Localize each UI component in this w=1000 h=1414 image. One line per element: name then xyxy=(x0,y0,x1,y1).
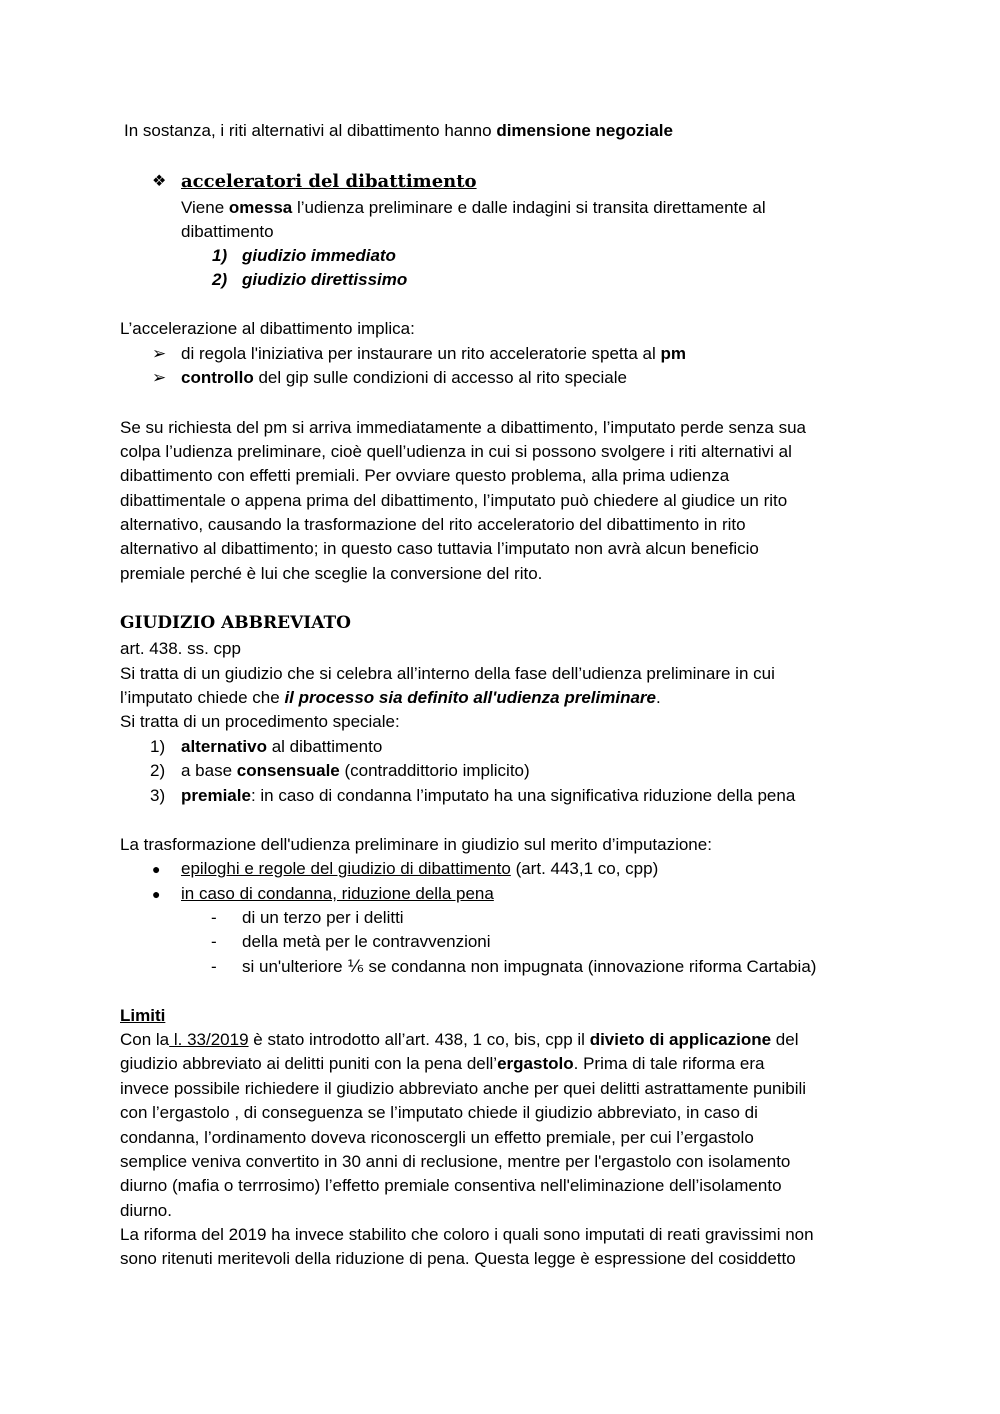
limiti-line xyxy=(120,1029,798,1051)
acceleratori-heading: acceleratori del dibattimento xyxy=(181,171,477,192)
intro-text: In sostanza, i riti alternativi al dibattimento hanno xyxy=(124,121,497,140)
list-num: 3) xyxy=(150,786,166,805)
limiti-line: semplice veniva convertito in 30 anni di reclusione, mentre per l'ergastolo con isolamento xyxy=(120,1152,791,1171)
text-run: l’imputato chiede che xyxy=(120,688,285,707)
trasformazione-intro: La trasformazione dell'udienza preliminare in giudizio sul merito d’imputazione: xyxy=(120,835,712,854)
bold-run: pm xyxy=(660,344,686,363)
paragraph-line: dibattimento con effetti premiali. Per ovviare questo problema, alla prima udienza xyxy=(120,466,730,485)
dash-bullet-icon: - xyxy=(211,908,217,927)
text-run: . Prima di tale riforma era xyxy=(573,1054,765,1073)
limiti-line xyxy=(120,1053,764,1075)
paragraph-line: alternativo, causando la trasformazione del rito acceleratorio del dibattimento in rito xyxy=(120,515,746,534)
list-num: 1) xyxy=(150,737,166,756)
list-item xyxy=(181,760,530,782)
text-run: del gip sulle condizioni di accesso al rito speciale xyxy=(253,368,627,387)
text-run: . xyxy=(655,688,661,707)
paragraph-line: premiale perché è lui che sceglie la conversione del rito. xyxy=(120,564,543,583)
text-run: a base xyxy=(181,761,237,780)
abbreviato-line: Si tratta di un giudizio che si celebra all’interno della fase dell’udienza preliminare in cui xyxy=(120,664,775,683)
trasformazione-subitem: si un'ulteriore ⅙ se condanna non impugnata (innovazione riforma Cartabia) xyxy=(242,957,817,976)
paragraph-line: alternativo al dibattimento; in questo caso tuttavia l’imputato non avrà alcun beneficio xyxy=(120,539,759,558)
acceleratori-line1 xyxy=(181,197,766,219)
bold-run: alternativo xyxy=(181,737,267,756)
text-run: al dibattimento xyxy=(266,737,383,756)
limiti-line: invece possibile richiedere il giudizio abbreviato anche per quei delitti astrattamente punibili xyxy=(120,1079,807,1098)
text-run: (contraddittorio implicito) xyxy=(339,761,530,780)
bullet-dot-icon: ● xyxy=(152,886,161,902)
abbreviato-heading: GIUDIZIO ABBREVIATO xyxy=(120,613,351,633)
bold-run: premiale xyxy=(181,786,251,805)
abbreviato-article: art. 438. ss. cpp xyxy=(120,639,241,658)
accelerazione-intro: L’accelerazione al dibattimento implica: xyxy=(120,319,415,338)
text-run: del xyxy=(771,1030,799,1049)
acceleratori-item-num: 1) xyxy=(212,246,228,265)
accelerazione-item xyxy=(181,343,686,365)
trasformazione-item: in caso di condanna, riduzione della pena xyxy=(181,884,494,903)
arrow-bullet-icon: ➢ xyxy=(152,368,167,387)
acceleratori-item-num: 2) xyxy=(212,270,228,289)
limiti-heading: Limiti xyxy=(120,1006,166,1025)
acceleratori-line2: dibattimento xyxy=(181,222,274,241)
text-run: Con la xyxy=(120,1030,170,1049)
accelerazione-item xyxy=(181,367,627,389)
list-num: 2) xyxy=(150,761,166,780)
limiti-line: diurno. xyxy=(120,1201,172,1220)
text-run: (art. 443,1 co, cpp) xyxy=(510,859,659,878)
text-run: giudizio abbreviato ai delitti puniti con la pena dell’ xyxy=(120,1054,498,1073)
limiti-line: condanna, l’ordinamento doveva riconoscergli un effetto premiale, per cui l’ergastolo xyxy=(120,1128,754,1147)
limiti-line: La riforma del 2019 ha invece stabilito che coloro i quali sono imputati di reati gravissimi non xyxy=(120,1225,814,1244)
intro-line xyxy=(124,120,673,142)
diamond-bullet-icon: ❖ xyxy=(152,173,167,190)
trasformazione-subitem: di un terzo per i delitti xyxy=(242,908,404,927)
list-item xyxy=(181,736,382,758)
abbreviato-line xyxy=(120,687,661,709)
bold-run: omessa xyxy=(228,198,293,217)
dash-bullet-icon: - xyxy=(211,932,217,951)
text-run: di regola l'iniziativa per instaurare un rito acceleratorie spetta al xyxy=(181,344,661,363)
limiti-line: con l’ergastolo , di conseguenza se l’imputato chiede il giudizio abbreviato, in caso di xyxy=(120,1103,758,1122)
paragraph-line: Se su richiesta del pm si arriva immediatamente a dibattimento, l’imputato perde senza sua xyxy=(120,418,807,437)
list-item xyxy=(181,785,795,807)
text-run: : in caso di condanna l’imputato ha una significativa riduzione della pena xyxy=(250,786,796,805)
bold-italic-run: il processo sia definito all'udienza preliminare xyxy=(284,688,656,707)
law-reference-link: l. 33/2019 xyxy=(169,1030,249,1049)
bold-run: divieto di applicazione xyxy=(589,1030,772,1049)
underlined-run: epiloghi e regole del giudizio di dibattimento xyxy=(181,859,511,878)
bold-run: ergastolo xyxy=(497,1054,574,1073)
limiti-line: sono ritenuti meritevoli della riduzione di pena. Questa legge è espressione del cosiddetto xyxy=(120,1249,796,1268)
bold-run: controllo xyxy=(181,368,254,387)
text-run: è stato introdotto all’art. 438, 1 co, bis, cpp il xyxy=(248,1030,590,1049)
bold-run: consensuale xyxy=(236,761,340,780)
acceleratori-item: giudizio direttissimo xyxy=(242,270,408,289)
paragraph-line: colpa l’udienza preliminare, cioè quell’udienza in cui si possono svolgere i riti alternativi al xyxy=(120,442,792,461)
arrow-bullet-icon: ➢ xyxy=(152,344,167,363)
text-run: Viene xyxy=(181,198,229,217)
trasformazione-subitem: della metà per le contravvenzioni xyxy=(242,932,491,951)
bullet-dot-icon: ● xyxy=(152,861,161,877)
acceleratori-item: giudizio immediato xyxy=(242,246,396,265)
abbreviato-line: Si tratta di un procedimento speciale: xyxy=(120,712,400,731)
paragraph-line: dibattimentale o appena prima del dibattimento, l’imputato può chiedere al giudice un rito xyxy=(120,491,788,510)
intro-bold: dimensione negoziale xyxy=(496,121,673,140)
text-run: l’udienza preliminare e dalle indagini si transita direttamente al xyxy=(292,198,766,217)
trasformazione-item xyxy=(181,858,658,880)
limiti-line: diurno (mafia o terrrosimo) l’effetto premiale consentiva nell'eliminazione dell’isolamento xyxy=(120,1176,782,1195)
dash-bullet-icon: - xyxy=(211,957,217,976)
